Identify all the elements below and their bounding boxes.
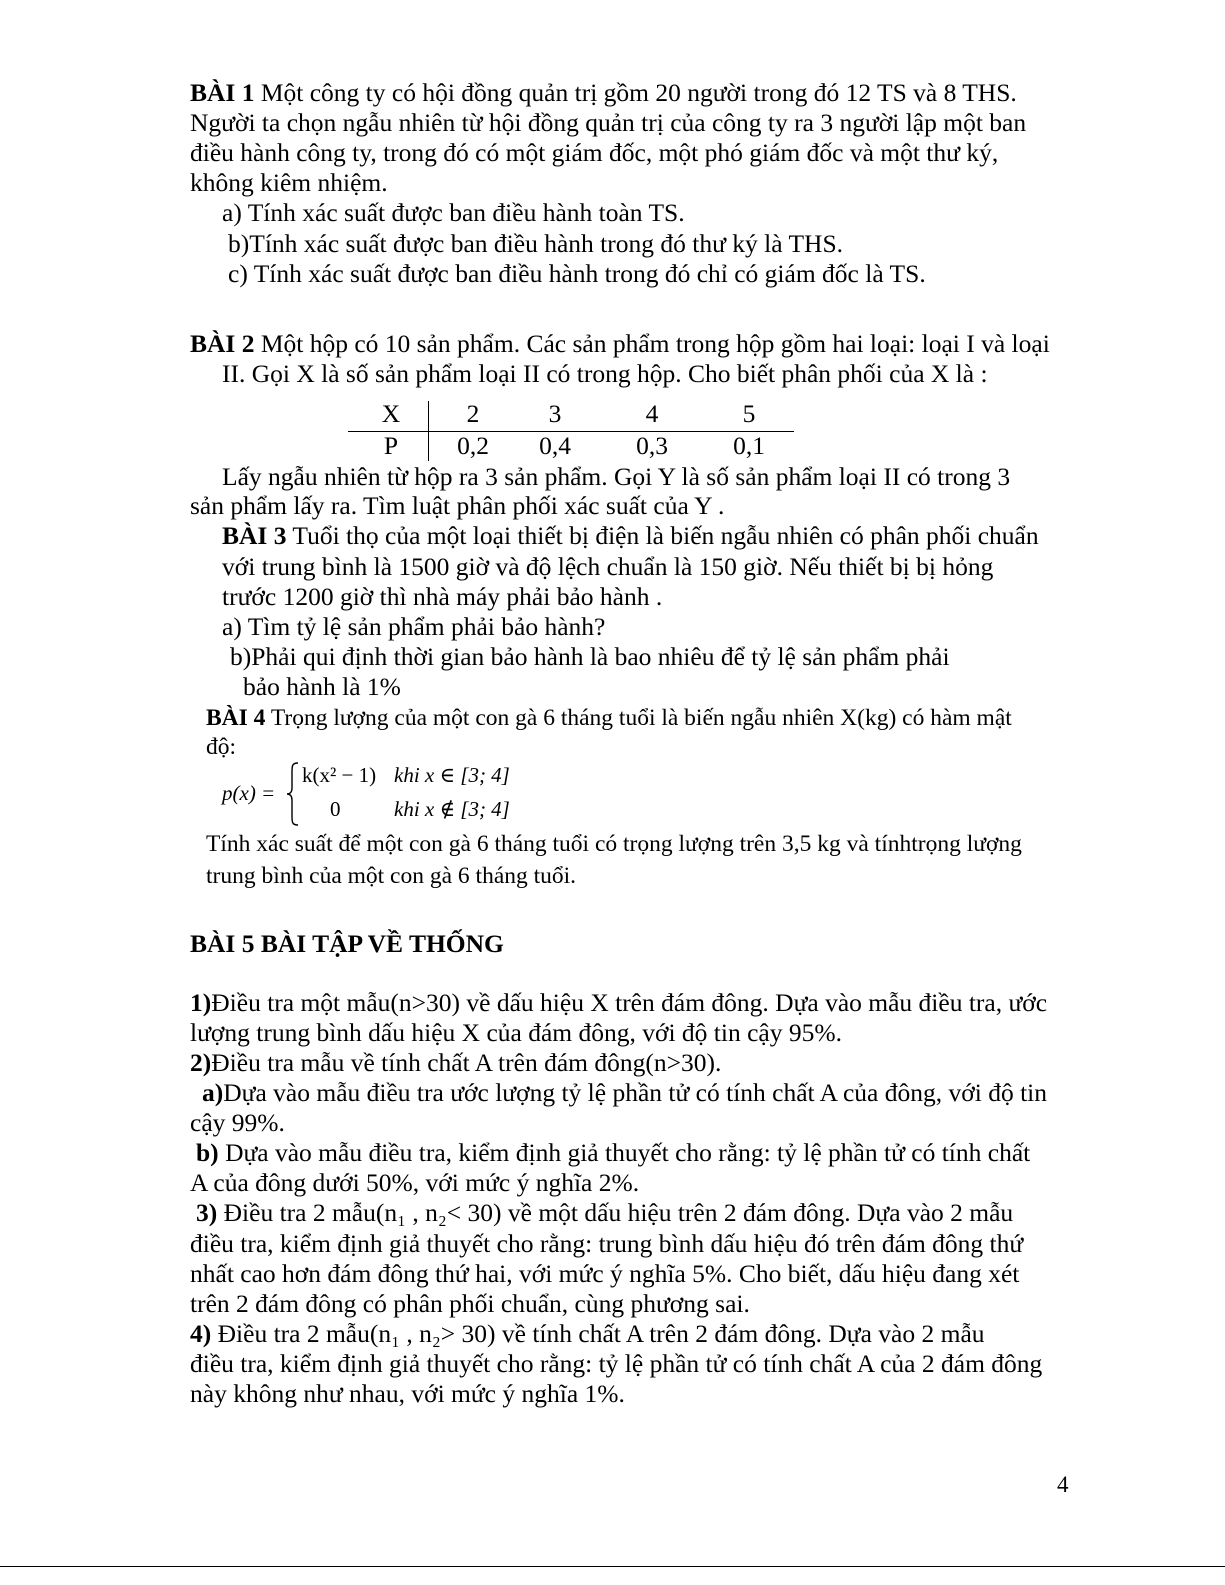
bai4-line-3: Tính xác suất để một con gà 6 tháng tuổi có trọng lượng trên 3,5 kg và tínhtrọng lượng (206, 831, 1022, 857)
left-brace-icon (286, 762, 300, 826)
formula-case-2: 0 (330, 797, 341, 821)
bai1-part-b: b)Tính xác suất được ban điều hành trong đó thư ký là THS. (228, 229, 844, 258)
bai2-line-3: Lấy ngẫu nhiên từ hộp ra 3 sản phẩm. Gọi Y là số sản phẩm loại II có trong 3 (222, 462, 1011, 491)
table-p-value: 0,2 (457, 431, 489, 460)
bai1-title: BÀI 1 (190, 78, 255, 107)
bai3-part-b-1: b)Phải qui định thời gian bảo hành là bao nhiêu để tỷ lệ sản phẩm phải (230, 642, 950, 671)
bai2-line-4: sản phẩm lấy ra. Tìm luật phân phối xác suất của Y . (190, 491, 725, 520)
formula-cond-1: khi x ∈ [3; 4] (394, 763, 510, 787)
table-x-value: 2 (466, 399, 480, 428)
bai2-title: BÀI 2 (190, 329, 255, 358)
table-x-value: 4 (645, 399, 659, 428)
bai1-line-3: điều hành công ty, trong đó có một giám đốc, một phó giám đốc và một thư ký, (190, 138, 999, 167)
bai5-q2a-line-2: cậy 99%. (190, 1108, 285, 1137)
bai5-q3-line-3: nhất cao hơn đám đông thứ hai, với mức ý nghĩa 5%. Cho biết, dấu hiệu đang xét (190, 1259, 1020, 1288)
table-p-value: 0,3 (636, 431, 668, 460)
bai4-title: BÀI 4 (206, 705, 266, 731)
table-divider (428, 401, 429, 461)
page-number: 4 (1057, 1472, 1069, 1497)
bai3-part-a: a) Tìm tỷ lệ sản phẩm phải bảo hành? (222, 612, 606, 641)
bai5-q1-line-1: 1)Điều tra một mẫu(n>30) về dấu hiệu X trên đám đông. Dựa vào mẫu điều tra, ước (190, 988, 1048, 1017)
bai4-line-2: độ: (206, 734, 237, 760)
bai5-q3-line-4: trên 2 đám đông có phân phối chuẩn, cùng phương sai. (190, 1289, 750, 1318)
bai3-title: BÀI 3 (222, 521, 287, 550)
bai3-line-3: trước 1200 giờ thì nhà máy phải bảo hành . (222, 582, 663, 611)
bai5-q3-line-1: 3) Điều tra 2 mẫu(n₁ , n₂< 30) về một dấu hiệu trên 2 đám đông. Dựa vào 2 mẫu (196, 1198, 1014, 1227)
table-x-value: 5 (742, 399, 756, 428)
bai5-title: BÀI 5 BÀI TẬP VỀ THỐNG (190, 929, 504, 958)
table-x-value: 3 (548, 399, 562, 428)
bai1-part-a: a) Tính xác suất được ban điều hành toàn TS. (222, 198, 685, 227)
bai1-line-2: Người ta chọn ngẫu nhiên từ hội đồng quản trị của công ty ra 3 người lập một ban (190, 108, 1027, 137)
table-p-value: 0,4 (539, 431, 571, 460)
bai4-line-1: BÀI 4 Trọng lượng của một con gà 6 tháng tuổi là biến ngẫu nhiên X(kg) có hàm mật (206, 705, 1012, 731)
distribution-table (348, 399, 794, 461)
bai4-line-4: trung bình của một con gà 6 tháng tuổi. (206, 863, 577, 889)
bai2-line-2: II. Gọi X là số sản phẩm loại II có trong hộp. Cho biết phân phối của X là : (222, 359, 988, 388)
bai1-line-4: không kiêm nhiệm. (190, 168, 388, 197)
bai1-part-c: c) Tính xác suất được ban điều hành trong đó chỉ có giám đốc là TS. (228, 259, 926, 288)
formula-case-1: k(x² − 1) (302, 763, 377, 787)
bai5-q4-line-1: 4) Điều tra 2 mẫu(n₁ , n₂> 30) về tính chất A trên 2 đám đông. Dựa vào 2 mẫu (190, 1319, 985, 1348)
bai5-q2b-line-2: A của đông dưới 50%, với mức ý nghĩa 2%. (190, 1168, 640, 1197)
bai2-line-1: BÀI 2 Một hộp có 10 sản phẩm. Các sản phẩm trong hộp gồm hai loại: loại I và loại (190, 329, 1050, 358)
bai5-q2b-line-1: b) Dựa vào mẫu điều tra, kiểm định giả thuyết cho rằng: tỷ lệ phần tử có tính chất (196, 1138, 1031, 1167)
density-formula (222, 760, 542, 830)
bai5-q1-line-2: lượng trung bình dấu hiệu X của đám đông, với độ tin cậy 95%. (190, 1018, 842, 1047)
bai5-q3-line-2: điều tra, kiểm định giả thuyết cho rằng: trung bình dấu hiệu đó trên đám đông thứ (190, 1229, 1024, 1258)
bai3-part-b-2: bảo hành là 1% (243, 672, 401, 701)
table-p-label: P (383, 431, 399, 460)
bai5-q4-line-3: này không như nhau, với mức ý nghĩa 1%. (190, 1379, 625, 1408)
bai5-q2a-line-1: a)Dựa vào mẫu điều tra ước lượng tỷ lệ phần tử có tính chất A của đông, với độ tin (202, 1078, 1047, 1107)
bai3-line-1: BÀI 3 Tuổi thọ của một loại thiết bị điện là biến ngẫu nhiên có phân phối chuẩn (222, 521, 1039, 550)
bai1-line-1: BÀI 1 Một công ty có hội đồng quản trị gồm 20 người trong đó 12 TS và 8 THS. (190, 78, 1017, 107)
bai5-q2-line-1: 2)Điều tra mẫu về tính chất A trên đám đông(n>30). (190, 1048, 722, 1077)
page-bottom-rule (0, 1566, 1225, 1567)
bai5-q4-line-2: điều tra, kiểm định giả thuyết cho rằng: tỷ lệ phần tử có tính chất A của 2 đám đông (190, 1349, 1043, 1378)
table-p-value: 0,1 (733, 431, 765, 460)
table-x-label: X (381, 399, 401, 428)
formula-cond-2: khi x ∉ [3; 4] (394, 797, 510, 821)
formula-lhs: p(x) = (222, 781, 276, 805)
bai3-line-2: với trung bình là 1500 giờ và độ lệch chuẩn là 150 giờ. Nếu thiết bị bị hỏng (222, 552, 994, 581)
